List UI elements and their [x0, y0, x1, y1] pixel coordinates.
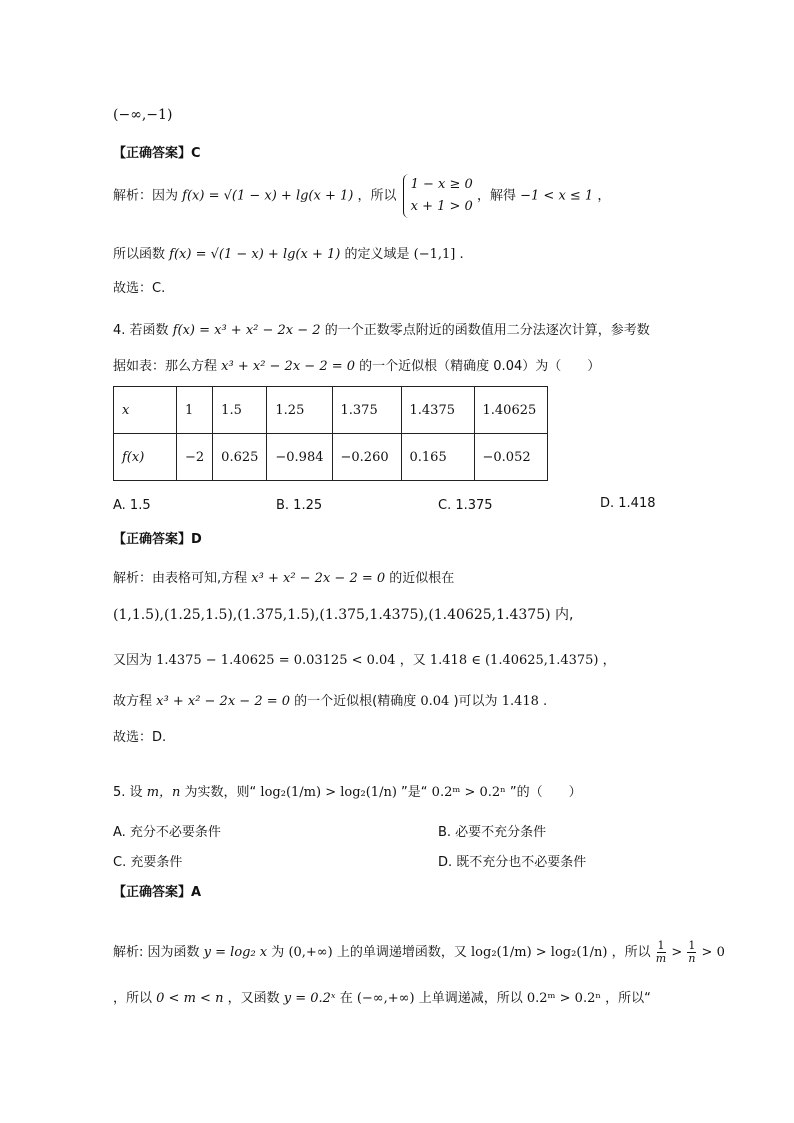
q5-stem-b: 为实数，则“	[184, 785, 257, 800]
table-cell: −0.052	[474, 434, 547, 481]
fraction-1-over-m: $\frac{1}{m}$	[655, 939, 667, 965]
q5-ineq2: 0 < m < n	[156, 991, 224, 1006]
q4-analysis-line1	[113, 570, 454, 588]
q4-an4-c: )可以为	[453, 694, 498, 709]
q5-analysis-line2	[113, 990, 651, 1008]
q4-an3-calc: 1.4375 − 1.40625 = 0.03125 < 0.04	[156, 653, 396, 668]
q5-an1-d: ，所以	[611, 945, 651, 960]
q3-ineq: −1 < x ≤ 1	[520, 188, 594, 204]
q4-an3-a: 又因为	[113, 653, 153, 668]
q3-domain-line	[113, 246, 464, 264]
q5-an2-a: ，所以	[113, 991, 153, 1006]
q3-sys-line1: 1 − x ≥ 0	[410, 177, 473, 192]
q3-period: .	[459, 247, 464, 262]
q3-system	[401, 174, 473, 218]
q4-table	[113, 386, 548, 481]
q5-an2-b: ，又函数	[227, 991, 280, 1006]
q4-choice-b[interactable]: B. 1.25	[276, 498, 323, 513]
q5-stem-d: ”的（ ）	[509, 785, 582, 800]
q3-sys-line2: x + 1 > 0	[410, 199, 473, 214]
q4-stem-b: 的一个正数零点附近的函数值用二分法逐次计算，参考数	[324, 323, 650, 338]
q3-solve: ，解得	[476, 188, 516, 204]
q5-fn1: y = log₂ x	[203, 945, 268, 960]
q3-answer-label: 【正确答案】C	[113, 146, 201, 161]
q5-pow-cond: 0.2ᵐ > 0.2ⁿ	[431, 785, 506, 800]
q5-log-cond: log₂(1/m) > log₂(1/n)	[260, 785, 397, 800]
q4-an4-a: 故方程	[113, 694, 153, 709]
q4-an4-b: 的一个近似根(精确度	[294, 694, 417, 709]
q5-stem-line	[113, 784, 582, 802]
table-cell: −0.260	[332, 434, 401, 481]
q3-so: ，所以	[357, 188, 397, 204]
q4-an3-c: ，	[602, 653, 616, 668]
table-cell: 1.5	[213, 387, 267, 434]
q4-analysis-line3	[113, 652, 616, 670]
q5-choice-c[interactable]: C. 充要条件	[113, 855, 183, 870]
q4-choice-a[interactable]: A. 1.5	[113, 498, 151, 513]
table-cell: −0.984	[267, 434, 332, 481]
q5-an2-e: ，所以“	[605, 991, 651, 1006]
table-row	[114, 387, 548, 434]
q4-stem-a: 4. 若函数	[113, 323, 169, 338]
table-head-x: x	[114, 387, 177, 434]
q5-log-cond-2: log₂(1/m) > log₂(1/n)	[471, 945, 608, 960]
q4-an1-b: 的近似根在	[389, 571, 455, 586]
q5-fn2: y = 0.2ˣ	[283, 991, 336, 1006]
q3-domain-prefix: 所以函数	[113, 247, 166, 262]
q4-intervals: (1,1.5),(1.25,1.5),(1.375,1.5),(1.375,1.4375),(1.40625,1.4375)	[113, 607, 551, 623]
q4-choice-d[interactable]: D. 1.418	[600, 496, 656, 511]
q4-choice-c[interactable]: C. 1.375	[438, 498, 493, 513]
q5-an1-a: 解析: 因为函数	[113, 945, 200, 960]
q4-stem-d: 的一个近似根（精确度 0.04）为（ ）	[359, 359, 601, 374]
q5-an2-d: 上单调递减，所以	[418, 991, 523, 1006]
table-cell: 1.4375	[401, 387, 474, 434]
q4-an3-belong: 1.418 ∈ (1.40625,1.4375)	[429, 653, 599, 668]
table-cell: 0.625	[213, 434, 267, 481]
table-cell: −2	[177, 434, 213, 481]
q5-interval2: (−∞,+∞)	[356, 991, 415, 1006]
q5-an2-c: 在	[339, 991, 353, 1006]
q4-intervals-line	[113, 606, 573, 624]
q4-an4-equation: x³ + x² − 2x − 2 = 0	[156, 694, 291, 709]
interval-text: (−∞,−1)	[113, 107, 173, 123]
q5-answer-label: 【正确答案】A	[113, 885, 202, 900]
q4-choose: 故选：D.	[113, 730, 167, 745]
table-cell: 1.375	[332, 387, 401, 434]
q4-func: f(x) = x³ + x² − 2x − 2	[172, 323, 321, 338]
table-row	[114, 434, 548, 481]
q4-stem-line2	[113, 358, 600, 376]
q3-comma: ，	[597, 188, 611, 204]
table-cell: 1.25	[267, 387, 332, 434]
fraction-1-over-n: $\frac{1}{n}$	[688, 939, 696, 965]
q3-choose: 故选：C.	[113, 281, 166, 296]
q5-stem-c: ”是“	[401, 785, 428, 800]
table-cell: 0.165	[401, 434, 474, 481]
q5-interval1: (0,+∞)	[288, 945, 333, 960]
q4-equation: x³ + x² − 2x − 2 = 0	[221, 359, 356, 374]
table-cell: 1	[177, 387, 213, 434]
q3-domain-value: (−1,1]	[413, 247, 456, 262]
q4-an3-b: ，又	[399, 653, 426, 668]
q5-an1-b: 为	[271, 945, 285, 960]
q5-pow: 0.2ᵐ > 0.2ⁿ	[526, 991, 601, 1006]
q5-choice-d[interactable]: D. 既不充分也不必要条件	[438, 855, 587, 870]
q4-stem-line1	[113, 322, 650, 340]
q4-analysis-line4	[113, 693, 547, 711]
q4-inside: 内,	[555, 607, 574, 623]
q3-analysis-prefix: 解析：因为	[113, 188, 179, 204]
q4-an1-a: 解析：由表格可知,方程	[113, 571, 248, 586]
q5-choice-b[interactable]: B. 必要不充分条件	[438, 825, 547, 840]
q5-stem-a: 5. 设	[113, 785, 143, 800]
q3-domain-func: f(x) = √(1 − x) + lg(x + 1)	[169, 247, 341, 262]
q3-domain-mid: 的定义域是	[344, 247, 410, 262]
q4-period: .	[543, 694, 548, 709]
q4-an1-equation: x³ + x² − 2x − 2 = 0	[251, 571, 386, 586]
q3-analysis-line	[113, 174, 610, 218]
q4-root: 1.418	[501, 694, 539, 709]
q5-frac-ineq: $\frac{1}{m}$ > $\frac{1}{n}$ > 0	[655, 939, 725, 965]
table-cell: 1.40625	[474, 387, 547, 434]
q5-choice-a[interactable]: A. 充分不必要条件	[113, 825, 221, 840]
q5-analysis-line1	[113, 940, 725, 965]
q5-an1-c: 上的单调递增函数，又	[336, 945, 467, 960]
table-head-fx: f(x)	[114, 434, 177, 481]
q4-stem-c: 据如表：那么方程	[113, 359, 218, 374]
q5-vars: m，n	[146, 785, 181, 800]
q4-answer-label: 【正确答案】D	[113, 532, 202, 547]
q4-precision: 0.04	[420, 694, 450, 709]
q3-func-expr: f(x) = √(1 − x) + lg(x + 1)	[182, 188, 354, 204]
